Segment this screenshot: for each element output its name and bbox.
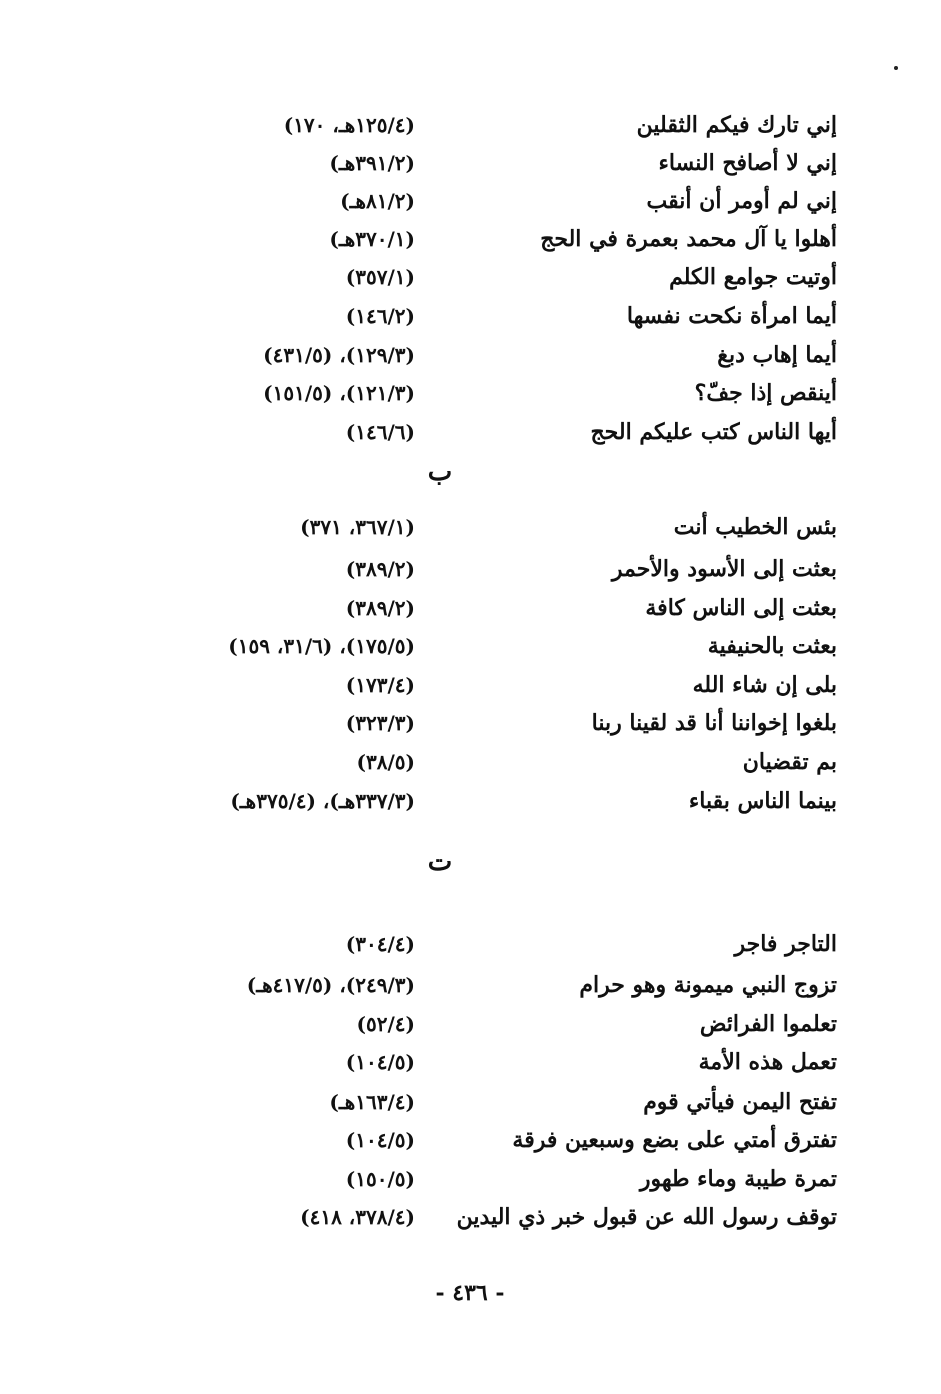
hadith-text: تمرة طيبة وماء طهور (639, 1166, 837, 1192)
index-entry (0, 1198, 941, 1236)
index-entry (0, 1121, 941, 1159)
index-entry (0, 1160, 941, 1198)
hadith-text: التاجر فاجر (734, 931, 837, 957)
hadith-reference: (٣٧٠/١هـ) (329, 227, 415, 251)
hadith-text: بعثت إلى الناس كافة (645, 595, 837, 621)
hadith-reference: (١٤٦/٢) (345, 304, 415, 328)
hadith-text: أيما امرأة نكحت نفسها (626, 303, 837, 329)
index-entry (0, 258, 941, 296)
index-entry (0, 297, 941, 335)
page-number: - ٤٣٦ - (435, 1280, 505, 1306)
section-letter-ta: ت (427, 847, 453, 877)
index-entry (0, 220, 941, 258)
hadith-reference: (٣٠٤/٤) (345, 932, 415, 956)
hadith-text: بئس الخطيب أنت (673, 514, 837, 540)
hadith-reference: (٣٩١/٢هـ) (329, 151, 415, 175)
hadith-reference: (٣٦٧/١، ٣٧١) (300, 515, 415, 539)
hadith-reference: (٣٥٧/١) (345, 265, 415, 289)
hadith-reference: (٣٨٩/٢) (345, 596, 415, 620)
hadith-reference: (٣٨/٥) (356, 750, 415, 774)
hadith-reference: (١٠٤/٥) (345, 1128, 415, 1152)
hadith-reference: (٣٢٣/٣) (345, 711, 415, 735)
index-entry (0, 182, 941, 220)
index-entry (0, 413, 941, 451)
hadith-reference: (١٢١/٣)، (١٥١/٥) (263, 381, 415, 405)
hadith-reference: (٨١/٢هـ) (340, 189, 415, 213)
hadith-text: بعثت إلى الأسود والأحمر (611, 556, 837, 582)
hadith-text: أوتيت جوامع الكلم (669, 264, 837, 290)
index-entry (0, 1043, 941, 1081)
hadith-text: أيها الناس كتب عليكم الحج (590, 419, 837, 445)
hadith-reference: (١٤٦/٦) (345, 420, 415, 444)
hadith-text: إني تارك فيكم الثقلين (636, 112, 837, 138)
index-entry (0, 782, 941, 820)
hadith-text: أينقص إذا جفّ؟ (694, 380, 837, 406)
hadith-reference: (١٧٥/٥)، (٣١/٦، ١٥٩) (228, 634, 415, 658)
index-entry (0, 666, 941, 704)
hadith-text: تعلموا الفرائض (699, 1011, 837, 1037)
index-entry (0, 1005, 941, 1043)
hadith-text: إني لم أومر أن أنقب (646, 188, 837, 214)
section-letter-ba: ب (427, 457, 453, 487)
hadith-reference: (١٥٠/٥) (345, 1167, 415, 1191)
hadith-text: تفتح اليمن فيأتي قوم (643, 1089, 837, 1115)
margin-dot (894, 66, 898, 70)
hadith-text: تعمل هذه الأمة (698, 1049, 837, 1075)
hadith-reference: (١٢٩/٣)، (٤٣١/٥) (263, 343, 415, 367)
index-entry (0, 550, 941, 588)
hadith-reference: (٢٤٩/٣)، (٤١٧/٥هـ) (246, 973, 415, 997)
index-entry (0, 704, 941, 742)
hadith-text: بينما الناس بقباء (688, 788, 837, 814)
index-entry (0, 336, 941, 374)
hadith-reference: (١٦٣/٤هـ) (329, 1090, 415, 1114)
hadith-text: إني لا أصافح النساء (658, 150, 837, 176)
hadith-reference: (٥٢/٤) (356, 1012, 415, 1036)
index-entry (0, 144, 941, 182)
index-entry (0, 589, 941, 627)
index-entry (0, 374, 941, 412)
hadith-text: بم تقضيان (742, 749, 837, 775)
hadith-reference: (٣٨٩/٢) (345, 557, 415, 581)
index-entry (0, 627, 941, 665)
hadith-text: أهلوا يا آل محمد بعمرة في الحج (540, 226, 837, 252)
index-entry (0, 925, 941, 963)
hadith-text: أيما إهاب دبغ (717, 342, 837, 368)
index-entry (0, 743, 941, 781)
hadith-reference: (١٢٥/٤هـ، ١٧٠) (283, 113, 415, 137)
hadith-reference: (٣٣٧/٣هـ)، (٣٧٥/٤هـ) (230, 789, 415, 813)
hadith-text: بعثت بالحنيفية (707, 633, 837, 659)
index-entry (0, 1083, 941, 1121)
hadith-text: تفترق أمتي على بضع وسبعين فرقة (512, 1127, 837, 1153)
hadith-text: تزوج النبي ميمونة وهو حرام (579, 972, 837, 998)
hadith-text: توقف رسول الله عن قبول خبر ذي اليدين (456, 1204, 837, 1230)
hadith-text: بلى إن شاء الله (692, 672, 837, 698)
hadith-reference: (١٧٣/٤) (345, 673, 415, 697)
hadith-reference: (٣٧٨/٤، ٤١٨) (300, 1205, 415, 1229)
index-entry (0, 508, 941, 546)
index-entry (0, 106, 941, 144)
hadith-reference: (١٠٤/٥) (345, 1050, 415, 1074)
hadith-text: بلغوا إخواننا أنا قد لقينا ربنا (591, 710, 837, 736)
index-entry (0, 966, 941, 1004)
